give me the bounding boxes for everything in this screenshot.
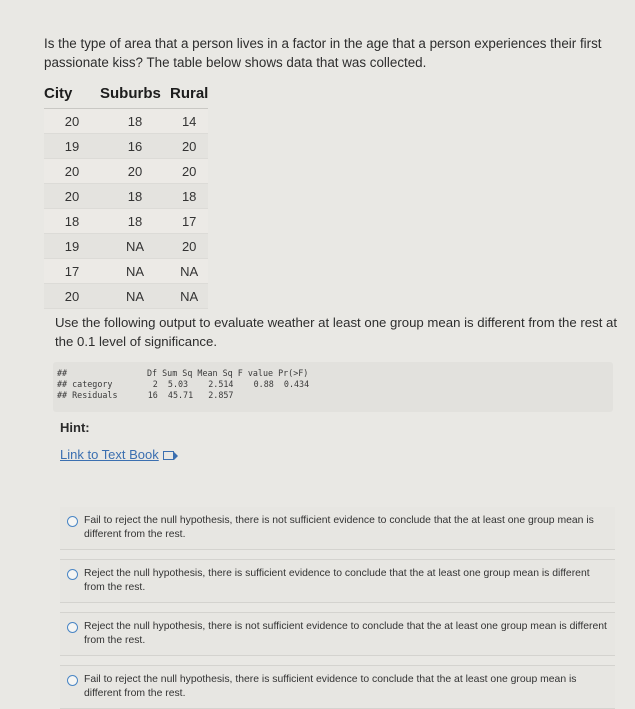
- table-header-row: [44, 83, 208, 109]
- table-cell: 18: [170, 184, 208, 209]
- output-header: Df Sum Sq Mean Sq F value Pr(>F): [147, 368, 309, 378]
- table-cell: 17: [170, 209, 208, 234]
- radio-button-icon[interactable]: [67, 675, 78, 686]
- answer-option-4[interactable]: [60, 665, 615, 709]
- table-row: [44, 109, 208, 134]
- table-row: [44, 209, 208, 234]
- output-line-3: ## Residuals 16 45.71 2.857: [57, 390, 234, 400]
- answer-option-2-label: Reject the null hypothesis, there is sufficient evidence to conclude that the at least one group mean is different from the rest.: [84, 568, 590, 593]
- radio-button-icon[interactable]: [67, 516, 78, 527]
- answer-option-1-label: Fail to reject the null hypothesis, there is not sufficient evidence to conclude that the at least one group mean is different from the rest.: [84, 515, 594, 540]
- header-rural: Rural: [170, 83, 208, 109]
- textbook-link[interactable]: [60, 447, 174, 462]
- table-cell: 20: [44, 159, 100, 184]
- header-suburbs: Suburbs: [100, 83, 170, 109]
- instructions-text: Use the following output to evaluate weather at least one group mean is different from the rest at the 0.1 level of significance.: [55, 315, 618, 349]
- answer-option-4-label: Fail to reject the null hypothesis, there is sufficient evidence to conclude that the at least one group mean is different from the rest.: [84, 674, 577, 699]
- header-city: City: [44, 83, 100, 109]
- radio-button-icon[interactable]: [67, 569, 78, 580]
- output-line-1-prefix: ##: [57, 368, 68, 378]
- table-row: [44, 184, 208, 209]
- table-cell: 20: [170, 134, 208, 159]
- hint-label: Hint:: [60, 420, 90, 435]
- table-cell: 20: [44, 184, 100, 209]
- table-cell: NA: [170, 284, 208, 309]
- textbook-link-label: Link to Text Book: [60, 447, 159, 462]
- data-table: [44, 83, 208, 309]
- output-line-2: ## category 2 5.03 2.514 0.88 0.434: [57, 379, 310, 389]
- table-cell: 18: [100, 184, 170, 209]
- table-cell: NA: [170, 259, 208, 284]
- answer-option-3-label: Reject the null hypothesis, there is not sufficient evidence to conclude that the at least one group mean is different from the rest.: [84, 621, 607, 646]
- table-cell: 20: [44, 284, 100, 309]
- table-cell: 14: [170, 109, 208, 134]
- table-cell: 17: [44, 259, 100, 284]
- question-text: Is the type of area that a person lives in a factor in the age that a person experiences their first passionate kiss? The table below shows data that was collected.: [44, 36, 602, 70]
- table-cell: 20: [170, 234, 208, 259]
- table-cell: NA: [100, 234, 170, 259]
- table-cell: 20: [170, 159, 208, 184]
- table-cell: NA: [100, 259, 170, 284]
- table-cell: 18: [100, 109, 170, 134]
- table-row: [44, 134, 208, 159]
- table-row: [44, 284, 208, 309]
- table-row: [44, 234, 208, 259]
- table-cell: 19: [44, 134, 100, 159]
- anova-output-block: [53, 362, 613, 412]
- answer-option-1[interactable]: [60, 507, 615, 550]
- answer-option-2[interactable]: [60, 559, 615, 603]
- table-cell: 18: [100, 209, 170, 234]
- answer-options: [60, 507, 615, 709]
- output-line-1: [57, 368, 309, 378]
- table-cell: 20: [44, 109, 100, 134]
- table-row: [44, 259, 208, 284]
- table-cell: NA: [100, 284, 170, 309]
- table-cell: 16: [100, 134, 170, 159]
- answer-option-3[interactable]: [60, 612, 615, 656]
- external-link-icon: [163, 451, 174, 460]
- table-cell: 20: [100, 159, 170, 184]
- table-cell: 18: [44, 209, 100, 234]
- radio-button-icon[interactable]: [67, 622, 78, 633]
- table-row: [44, 159, 208, 184]
- table-cell: 19: [44, 234, 100, 259]
